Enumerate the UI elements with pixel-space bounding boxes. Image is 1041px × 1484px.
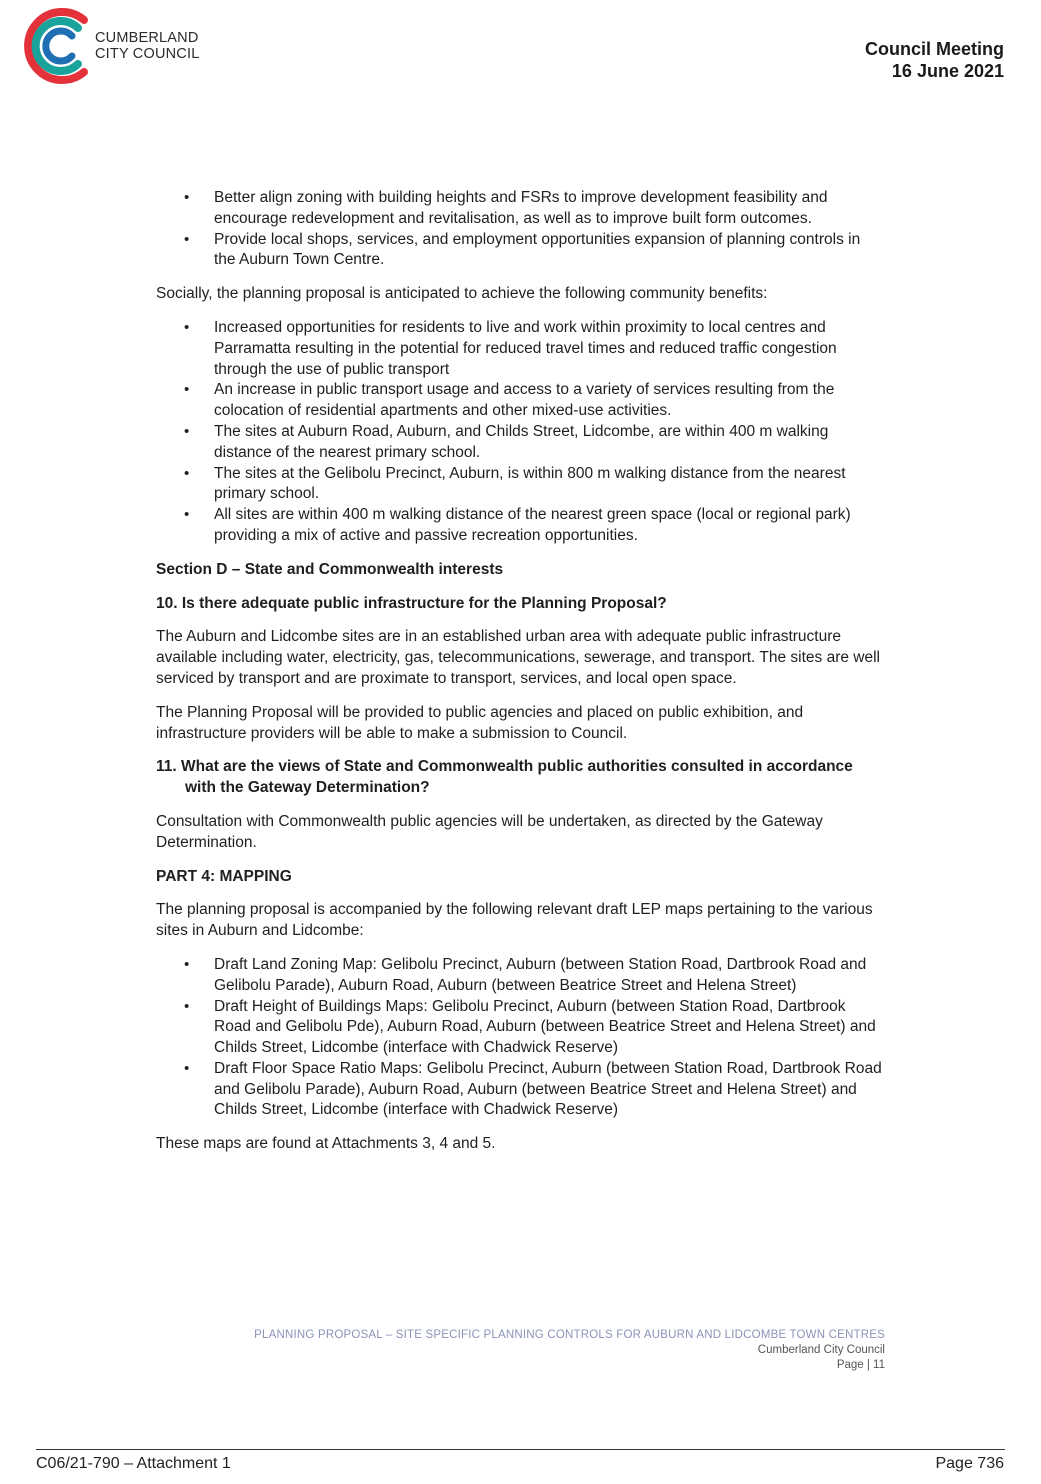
inner-footer [254, 1328, 885, 1373]
council-logo [22, 6, 222, 86]
attachment-reference: C06/21-790 – Attachment 1 [36, 1455, 231, 1472]
inner-footer-title: PLANNING PROPOSAL – SITE SPECIFIC PLANNING CONTROLS FOR AUBURN AND LIDCOMBE TOWN CENTRES [254, 1329, 885, 1341]
closing-paragraph: These maps are found at Attachments 3, 4 and 5. [156, 1135, 496, 1153]
council-name [95, 30, 199, 62]
question-10-paragraph-1: The Auburn and Lidcombe sites are in an established urban area with adequate public infrastructure available including water, electricity, gas, telecommunications, sewerage, and transport. The sites are well serviced by transport and are proximate to transport, services, and local open space. [156, 628, 880, 687]
list-item: • All sites are within 400 m walking distance of the nearest green space (local or regional park) providing a mix of active and passive recreation opportunities. [156, 505, 886, 547]
meeting-title: Council Meeting [865, 39, 1004, 59]
meeting-info [865, 38, 1004, 82]
question-11-paragraph: Consultation with Commonwealth public agencies will be undertaken, as directed by the Gateway Determination. [156, 812, 823, 851]
list-item: • The sites at Auburn Road, Auburn, and Childs Street, Lidcombe, are within 400 m walking distance of the nearest primary school. [156, 422, 886, 464]
list-item: • Increased opportunities for residents to live and work within proximity to local centres and Parramatta resulting in the potential for reduced travel times and reduced traffic congestion through the use of public transport [156, 318, 886, 380]
meeting-date: 16 June 2021 [891, 61, 1004, 81]
intro-bullet-list [156, 188, 886, 271]
council-logo-icon [22, 6, 94, 86]
question-11-heading: 11. What are the views of State and Commonwealth public authorities consulted in accordance with the Gateway Determination? [156, 758, 853, 797]
social-bullet-list [156, 318, 886, 547]
list-item: • Draft Land Zoning Map: Gelibolu Precinct, Auburn (between Station Road, Dartbrook Road and Gelibolu Parade), Auburn Road, Auburn (between Beatrice Street and Helena Street) [156, 955, 886, 997]
question-10-heading: 10. Is there adequate public infrastructure for the Planning Proposal? [156, 594, 667, 612]
social-paragraph: Socially, the planning proposal is anticipated to achieve the following community benefits: [156, 285, 768, 303]
inner-footer-org: Cumberland City Council [757, 1344, 885, 1356]
inner-footer-page: Page | 11 [836, 1359, 885, 1371]
list-item: • An increase in public transport usage and access to a variety of services resulting from the colocation of residential apartments and other mixed-use activities. [156, 380, 886, 422]
list-item: • Draft Height of Buildings Maps: Gelibolu Precinct, Auburn (between Station Road, Dartbrook Road and Gelibolu Pde), Auburn Road, Auburn (between Beatrice Street and Helena Street) and Childs Street, Lidcombe (interface with Chadwick Reserve) [156, 997, 886, 1059]
section-d-heading: Section D – State and Commonwealth interests [156, 560, 504, 578]
list-item: • Draft Floor Space Ratio Maps: Gelibolu Precinct, Auburn (between Station Road, Dartbrook Road and Gelibolu Parade), Auburn Road, Auburn (between Beatrice Street and Helena Street) and Childs Street, Lidcombe (interface with Chadwick Reserve) [156, 1059, 886, 1121]
list-item: • Better align zoning with building heights and FSRs to improve development feasibility and encourage redevelopment and revitalisation, as well as to improve built form outcomes. [156, 188, 886, 230]
maps-bullet-list [156, 955, 886, 1121]
part-4-paragraph: The planning proposal is accompanied by the following relevant draft LEP maps pertaining to the various sites in Auburn and Lidcombe: [156, 901, 873, 940]
page-number: Page 736 [935, 1455, 1004, 1472]
council-name-line1: CUMBERLAND [95, 30, 199, 46]
footer-divider [36, 1449, 1005, 1450]
document-body [156, 188, 886, 1155]
part-4-heading: PART 4: MAPPING [156, 867, 292, 885]
question-10-paragraph-2: The Planning Proposal will be provided to public agencies and placed on public exhibition, and infrastructure providers will be able to make a submission to Council. [156, 703, 804, 742]
list-item: • The sites at the Gelibolu Precinct, Auburn, is within 800 m walking distance from the nearest primary school. [156, 464, 886, 506]
council-name-line2: CITY COUNCIL [95, 46, 200, 62]
list-item: • Provide local shops, services, and employment opportunities expansion of planning controls in the Auburn Town Centre. [156, 230, 886, 272]
